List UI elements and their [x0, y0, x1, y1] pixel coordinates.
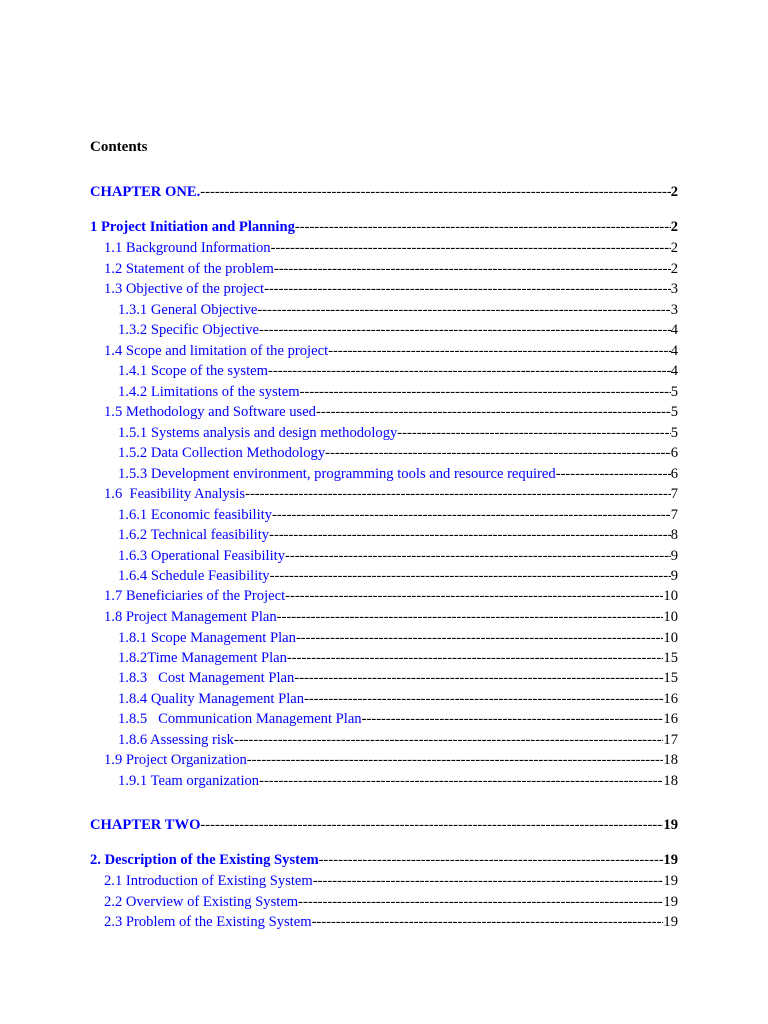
toc-dot-leader: [269, 525, 671, 545]
toc-entry-title: 1.4.2 Limitations of the system: [118, 384, 300, 400]
toc-entry-title: 1.6 Feasibility Analysis: [104, 486, 246, 502]
toc-entry-page-number: 8: [670, 527, 678, 543]
toc-entry-page-number: 5: [670, 384, 678, 400]
toc-entry[interactable]: [118, 546, 678, 566]
toc-entry-page-number: 19: [663, 873, 678, 889]
toc-entry-title: 1 Project Initiation and Planning: [90, 219, 295, 235]
toc-entry-title: 1.8.3 Cost Management Plan: [118, 670, 295, 686]
toc-entry[interactable]: [90, 217, 678, 237]
toc-entry-title: CHAPTER TWO: [90, 817, 201, 833]
toc-entry-page-number: 6: [670, 466, 678, 482]
toc-dot-leader: [245, 484, 671, 504]
toc-entry[interactable]: [90, 182, 678, 202]
toc-dot-leader: [271, 238, 671, 258]
toc-entry-title: 1.3 Objective of the project: [104, 281, 265, 297]
toc-entry[interactable]: [118, 771, 678, 791]
toc-entry-page-number: 15: [663, 650, 678, 666]
toc-dot-leader: [362, 709, 664, 729]
toc-entry[interactable]: [104, 871, 678, 891]
toc-entry-page-number: 5: [670, 425, 678, 441]
toc-entry[interactable]: [118, 505, 678, 525]
toc-entry-title: 1.8.5 Communication Management Plan: [118, 711, 362, 727]
toc-entry-title: 1.3.1 General Objective: [118, 302, 258, 318]
toc-entry[interactable]: [118, 566, 678, 586]
toc-entry-title: 2. Description of the Existing System: [90, 852, 319, 868]
toc-dot-leader: [296, 628, 663, 648]
toc-dot-leader: [274, 259, 671, 279]
toc-entry-title: 1.6.2 Technical feasibility: [118, 527, 270, 543]
toc-entry-title: 1.5.1 Systems analysis and design methodology: [118, 425, 398, 441]
toc-entry-title: 1.8.1 Scope Management Plan: [118, 630, 296, 646]
toc-entry[interactable]: [118, 464, 678, 484]
toc-dot-leader: [328, 341, 671, 361]
toc-entry-page-number: 4: [670, 322, 678, 338]
toc-entry[interactable]: [104, 238, 678, 258]
toc-entry-page-number: 15: [663, 670, 678, 686]
toc-entry-title: 1.5.2 Data Collection Methodology: [118, 445, 326, 461]
toc-entry-title: 1.4 Scope and limitation of the project: [104, 343, 329, 359]
toc-entry-page-number: 7: [670, 507, 678, 523]
toc-entry[interactable]: [118, 648, 678, 668]
toc-dot-leader: [272, 505, 671, 525]
toc-dot-leader: [316, 402, 671, 422]
toc-entry-page-number: 19: [663, 914, 678, 930]
toc-entry[interactable]: [118, 382, 678, 402]
toc-entry-page-number: 3: [670, 281, 678, 297]
toc-entry-title: 1.6.1 Economic feasibility: [118, 507, 273, 523]
toc-entry[interactable]: [104, 750, 678, 770]
toc-dot-leader: [234, 730, 663, 750]
toc-entry-page-number: 19: [663, 894, 678, 910]
toc-entry-page-number: 7: [670, 486, 678, 502]
toc-entry[interactable]: [118, 443, 678, 463]
toc-dot-leader: [397, 423, 670, 443]
toc-dot-leader: [313, 871, 664, 891]
toc-entry-page-number: 16: [663, 691, 678, 707]
toc-entry-page-number: 18: [663, 752, 678, 768]
toc-entry-title: 1.1 Background Information: [104, 240, 271, 256]
toc-entry-title: 1.2 Statement of the problem: [104, 261, 274, 277]
toc-dot-leader: [556, 464, 671, 484]
toc-entry[interactable]: [104, 912, 678, 932]
toc-entry-page-number: 10: [663, 588, 678, 604]
toc-entry-title: 2.1 Introduction of Existing System: [104, 873, 313, 889]
toc-entry-title: 1.5.3 Development environment, programming tools and resource required: [118, 466, 556, 482]
toc-entry-page-number: 10: [663, 609, 678, 625]
toc-entry-page-number: 17: [663, 732, 678, 748]
toc-entry-page-number: 10: [663, 630, 678, 646]
toc-entry[interactable]: [118, 709, 678, 729]
toc-dot-leader: [247, 750, 664, 770]
toc-heading: Contents: [90, 139, 148, 155]
toc-dot-leader: [200, 182, 670, 202]
toc-entry-title: 1.6.4 Schedule Feasibility: [118, 568, 270, 584]
toc-entry-title: 1.7 Beneficiaries of the Project: [104, 588, 286, 604]
toc-entry-page-number: 4: [670, 363, 678, 379]
toc-entry-page-number: 2: [670, 261, 678, 277]
toc-entry[interactable]: [104, 892, 678, 912]
toc-dot-leader: [270, 566, 671, 586]
toc-dot-leader: [259, 320, 671, 340]
toc-entry-title: 1.9.1 Team organization: [118, 773, 260, 789]
toc-entry-page-number: 2: [670, 240, 678, 256]
toc-entry-page-number: 9: [670, 568, 678, 584]
toc-dot-leader: [294, 668, 663, 688]
toc-dot-leader: [325, 443, 671, 463]
toc-entry-page-number: 5: [670, 404, 678, 420]
toc-entry-page-number: 3: [670, 302, 678, 318]
toc-dot-leader: [268, 361, 671, 381]
toc-entry-page-number: 2: [670, 184, 678, 200]
toc-entry-page-number: 19: [663, 852, 678, 868]
toc-entry[interactable]: [104, 607, 678, 627]
toc-entry[interactable]: [104, 259, 678, 279]
toc-entry[interactable]: [118, 628, 678, 648]
toc-entry[interactable]: [118, 320, 678, 340]
toc-dot-leader: [295, 217, 671, 237]
toc-dot-leader: [300, 382, 671, 402]
toc-entry[interactable]: [118, 525, 678, 545]
toc-dot-leader: [259, 771, 663, 791]
toc-entry-page-number: 9: [670, 548, 678, 564]
toc-entry[interactable]: [104, 402, 678, 422]
toc-entry[interactable]: [118, 300, 678, 320]
toc-dot-leader: [285, 546, 671, 566]
toc-entry-page-number: 2: [670, 219, 678, 235]
toc-entry-title: 1.6.3 Operational Feasibility: [118, 548, 285, 564]
toc-entry-title: 1.8.2Time Management Plan: [118, 650, 287, 666]
toc-entry-title: 1.8 Project Management Plan: [104, 609, 277, 625]
toc-dot-leader: [312, 912, 664, 932]
toc-dot-leader: [264, 279, 671, 299]
toc-entry-page-number: 16: [663, 711, 678, 727]
toc-dot-leader: [200, 815, 663, 835]
toc-entry[interactable]: [118, 689, 678, 709]
toc-entry[interactable]: [90, 850, 678, 870]
toc-entry-page-number: 4: [670, 343, 678, 359]
toc-entry[interactable]: [118, 361, 678, 381]
toc-entry-title: 1.3.2 Specific Objective: [118, 322, 260, 338]
toc-entry[interactable]: [90, 815, 678, 835]
toc-dot-leader: [319, 850, 664, 870]
toc-entry-title: 1.5 Methodology and Software used: [104, 404, 316, 420]
toc-entry-page-number: 6: [670, 445, 678, 461]
toc-entry-title: 1.8.4 Quality Management Plan: [118, 691, 305, 707]
toc-entry-page-number: 18: [663, 773, 678, 789]
toc-entry-title: CHAPTER ONE.: [90, 184, 201, 200]
toc-entry[interactable]: [104, 586, 678, 606]
toc-entry-page-number: 19: [663, 817, 678, 833]
toc-entry-title: 1.9 Project Organization: [104, 752, 247, 768]
toc-entry-title: 2.2 Overview of Existing System: [104, 894, 299, 910]
toc-dot-leader: [257, 300, 670, 320]
toc-dot-leader: [285, 586, 663, 606]
toc-dot-leader: [298, 892, 663, 912]
toc-dot-leader: [277, 607, 664, 627]
toc-entry[interactable]: [118, 668, 678, 688]
toc-entry-title: 1.8.6 Assessing risk: [118, 732, 234, 748]
toc-entry-title: 1.4.1 Scope of the system: [118, 363, 268, 379]
toc-entry[interactable]: [118, 423, 678, 443]
toc-entry[interactable]: [104, 484, 678, 504]
toc-dot-leader: [304, 689, 663, 709]
toc-entry[interactable]: [118, 730, 678, 750]
toc-dot-leader: [287, 648, 664, 668]
toc-entry[interactable]: [104, 341, 678, 361]
toc-entry[interactable]: [104, 279, 678, 299]
toc-entry-title: 2.3 Problem of the Existing System: [104, 914, 312, 930]
